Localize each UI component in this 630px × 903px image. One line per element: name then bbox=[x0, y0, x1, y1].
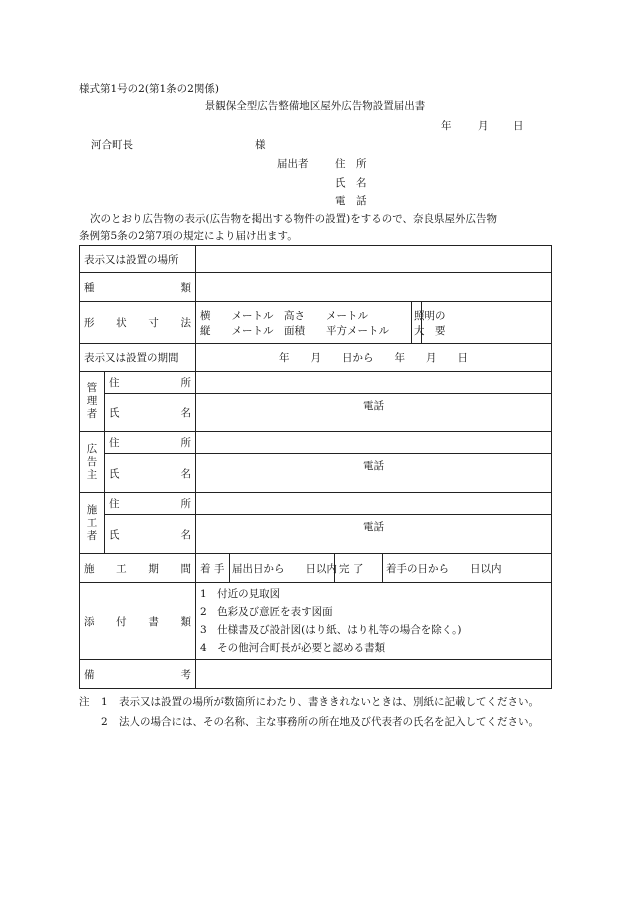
contractor-name-label: 氏 名 bbox=[105, 515, 196, 554]
manager-name-field[interactable] bbox=[196, 394, 552, 432]
row-manager-name bbox=[80, 394, 552, 432]
form-number: 様式第1号の2(第1条の2関係) bbox=[79, 83, 219, 95]
date-month-label: 月 bbox=[478, 120, 489, 132]
complete-field[interactable]: 着手の日から 日以内 bbox=[383, 554, 552, 583]
remarks-label: 備 考 bbox=[80, 660, 196, 689]
note-number: 1 bbox=[101, 696, 108, 708]
row-kind bbox=[80, 273, 552, 302]
lighting-field[interactable] bbox=[422, 302, 552, 344]
row-advertiser-address bbox=[80, 432, 552, 454]
note-item bbox=[79, 694, 551, 710]
honorific: 様 bbox=[255, 139, 266, 151]
attachments-label: 添 付 書 類 bbox=[80, 583, 196, 660]
manager-address-label: 住 所 bbox=[105, 372, 196, 394]
attachment-item: 2 色彩及び意匠を表す図面 bbox=[200, 606, 333, 618]
advertiser-address-field[interactable] bbox=[196, 432, 552, 454]
attachments-list bbox=[196, 583, 552, 660]
advertiser-phone-label: 電話 bbox=[363, 460, 384, 472]
row-contractor-address bbox=[80, 493, 552, 515]
contractor-phone-label: 電話 bbox=[363, 521, 384, 533]
kind-label: 種 類 bbox=[80, 273, 196, 302]
note-item bbox=[79, 714, 551, 730]
note-text: 表示又は設置の場所が数箇所にわたり、書ききれないときは、別紙に記載してください。 bbox=[119, 696, 539, 708]
manager-phone-label: 電話 bbox=[363, 400, 384, 412]
row-construction-period bbox=[80, 554, 552, 583]
period-label: 表示又は設置の期間 bbox=[80, 344, 196, 372]
row-advertiser-name bbox=[80, 454, 552, 493]
shape-field[interactable] bbox=[196, 302, 412, 344]
advertiser-label: 広 告 主 bbox=[80, 432, 105, 493]
date-year-label: 年 bbox=[441, 120, 452, 132]
row-shape bbox=[80, 302, 552, 344]
intro-line-1: 次のとおり広告物の表示(広告物を掲出する物件の設置)をするので、奈良県屋外広告物 bbox=[90, 213, 497, 225]
construction-period-label: 施 工 期 間 bbox=[80, 554, 196, 583]
contractor-address-label: 住 所 bbox=[105, 493, 196, 515]
page-title: 景観保全型広告整備地区屋外広告物設置届出書 bbox=[204, 100, 426, 112]
remarks-field[interactable] bbox=[196, 660, 552, 689]
shape-label: 形 状 寸 法 bbox=[80, 302, 196, 344]
manager-address-field[interactable] bbox=[196, 372, 552, 394]
applicant-label: 届出者 bbox=[277, 158, 309, 170]
row-attachments bbox=[80, 583, 552, 660]
manager-name-label: 氏 名 bbox=[105, 394, 196, 432]
period-field[interactable]: 年 月 日から 年 月 日 bbox=[196, 344, 552, 372]
row-remarks bbox=[80, 660, 552, 689]
lighting-label: 照明の 大 要 bbox=[412, 302, 422, 344]
date-day-label: 日 bbox=[513, 120, 524, 132]
applicant-phone-label: 電 話 bbox=[335, 195, 367, 207]
row-period bbox=[80, 344, 552, 372]
shape-line-1: 横 メートル 高さ メートル bbox=[200, 309, 368, 322]
complete-label: 完 了 bbox=[335, 554, 383, 583]
application-form-table bbox=[79, 245, 552, 689]
start-field[interactable]: 届出日から 日以内 bbox=[230, 554, 335, 583]
contractor-address-field[interactable] bbox=[196, 493, 552, 515]
addressee: 河合町長 bbox=[91, 139, 133, 151]
row-manager-address bbox=[80, 372, 552, 394]
intro-line-2: 条例第5条の2第7項の規定により届け出ます。 bbox=[79, 230, 298, 242]
location-label: 表示又は設置の場所 bbox=[80, 246, 196, 273]
advertiser-name-label: 氏 名 bbox=[105, 454, 196, 493]
row-contractor-name bbox=[80, 515, 552, 554]
attachment-item: 1 付近の見取図 bbox=[200, 588, 281, 600]
contractor-label: 施 工 者 bbox=[80, 493, 105, 554]
advertiser-address-label: 住 所 bbox=[105, 432, 196, 454]
notes bbox=[79, 694, 551, 730]
kind-field[interactable] bbox=[196, 273, 552, 302]
contractor-name-field[interactable] bbox=[196, 515, 552, 554]
start-label: 着 手 bbox=[196, 554, 230, 583]
advertiser-name-field[interactable] bbox=[196, 454, 552, 493]
note-text: 法人の場合には、その名称、主な事務所の所在地及び代表者の氏名を記入してください。 bbox=[119, 716, 539, 728]
attachment-item: 4 その他河合町長が必要と認める書類 bbox=[200, 642, 386, 654]
shape-line-2: 縦 メートル 面積 平方メートル bbox=[200, 324, 389, 337]
applicant-name-label: 氏 名 bbox=[335, 177, 367, 189]
applicant-address-label: 住 所 bbox=[335, 158, 367, 170]
notes-label: 注 bbox=[79, 696, 90, 708]
note-number: 2 bbox=[101, 716, 108, 728]
attachment-item: 3 仕様書及び設計図(はり紙、はり札等の場合を除く。) bbox=[200, 624, 462, 636]
manager-label: 管 理 者 bbox=[80, 372, 105, 432]
row-location bbox=[80, 246, 552, 273]
location-field[interactable] bbox=[196, 246, 552, 273]
